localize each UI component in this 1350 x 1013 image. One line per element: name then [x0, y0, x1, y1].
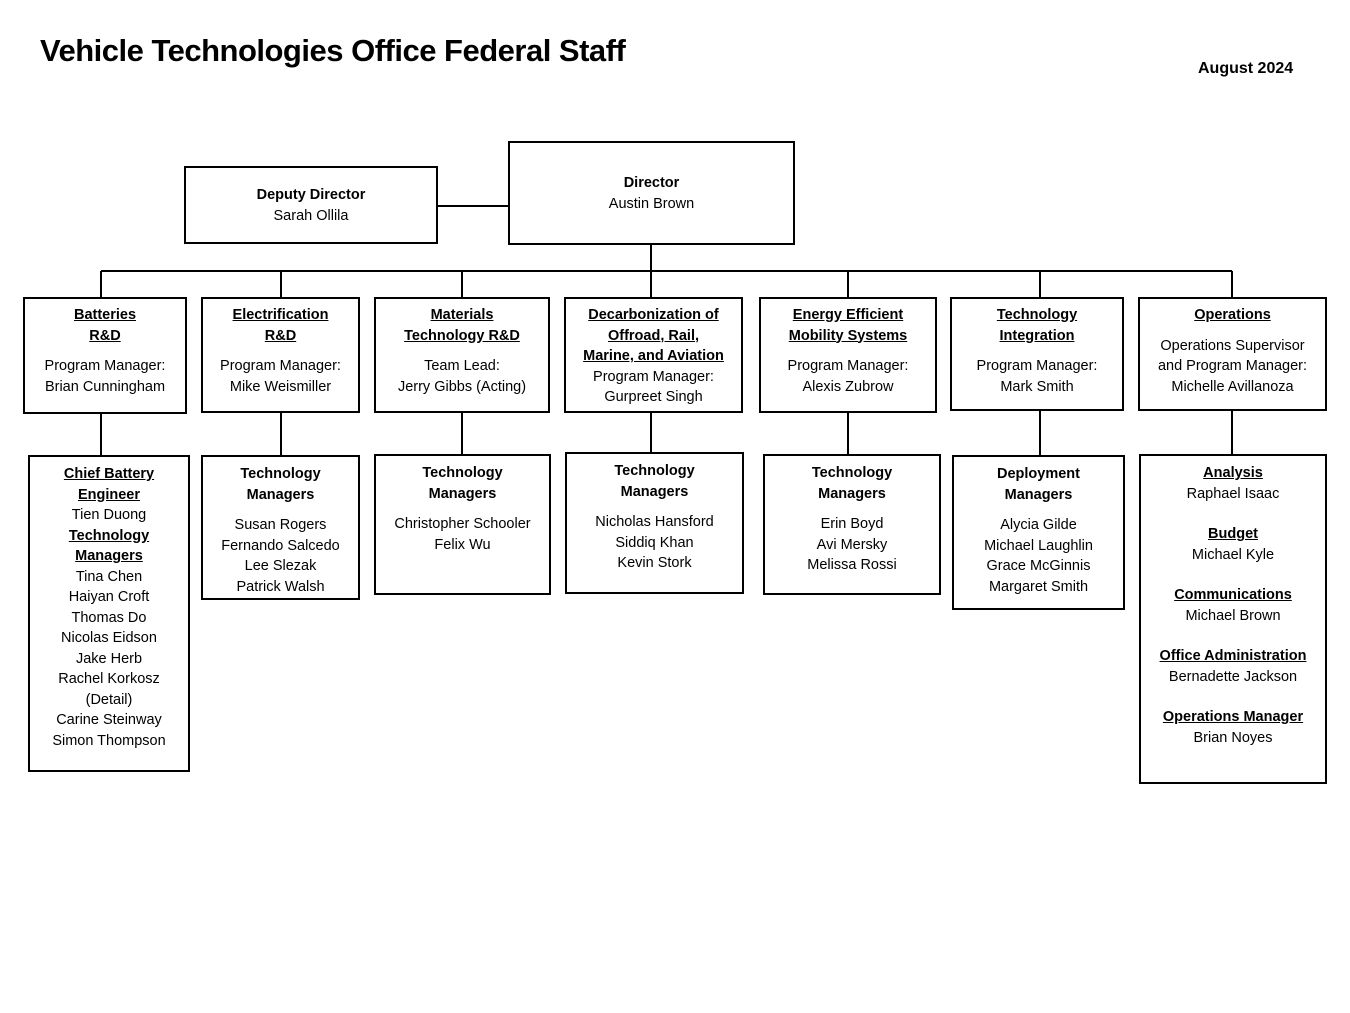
division-electrification: Electrification R&D Program Manager: Mike Weismiller: [201, 297, 360, 413]
energy-efficient-staff: Technology Managers Erin Boyd Avi Mersky Melissa Rossi: [763, 454, 941, 595]
list-item: Siddiq Khan: [615, 534, 694, 551]
list-item: Grace McGinnis: [986, 558, 1091, 574]
list-item: Carine Steinway: [56, 712, 162, 728]
list-item: Nicholas Hansford: [595, 514, 714, 530]
division-batteries: Batteries R&D Program Manager: Brian Cunningham: [23, 297, 187, 414]
deputy-name: Sarah Ollila: [273, 207, 349, 224]
energy-manager: Alexis Zubrow: [802, 378, 894, 395]
decarbonization-staff: Technology Managers Nicholas Hansford Siddiq Khan Kevin Stork: [565, 452, 744, 594]
list-item: Bernadette Jackson: [1168, 668, 1298, 685]
integration-staff: Deployment Managers Alycia Gilde Michael Laughlin Grace McGinnis Margaret Smith: [952, 455, 1125, 610]
deputy-title: Deputy Director: [256, 187, 366, 203]
list-item: Haiyan Croft: [68, 589, 150, 605]
list-item: Lee Slezak: [244, 558, 317, 574]
list-item: Michael Laughlin: [984, 537, 1093, 554]
list-item: Melissa Rossi: [807, 557, 897, 573]
list-item: Raphael Isaac: [1186, 485, 1280, 502]
deputy-director-box: [184, 166, 438, 244]
division-technology-integration: Technology Integration Program Manager: Mark Smith: [950, 297, 1124, 411]
list-item: Simon Thompson: [52, 732, 166, 749]
list-item: Susan Rogers: [234, 517, 327, 533]
list-item: Felix Wu: [434, 536, 491, 553]
materials-lead: Jerry Gibbs (Acting): [397, 378, 527, 395]
list-item: Fernando Salcedo: [221, 537, 340, 554]
integration-manager: Mark Smith: [1000, 378, 1074, 395]
list-item: Avi Mersky: [816, 536, 888, 553]
division-operations: Operations Operations Supervisor and Program Manager: Michelle Avillanoza: [1138, 297, 1327, 411]
electrification-staff: Technology Managers Susan Rogers Fernando Salcedo Lee Slezak Patrick Walsh: [201, 455, 360, 600]
list-item: Jake Herb: [75, 650, 143, 667]
batteries-manager: Brian Cunningham: [44, 378, 166, 395]
list-item: Michael Kyle: [1191, 546, 1275, 563]
list-item: Rachel Korkosz: [58, 671, 160, 687]
list-item: Alycia Gilde: [1000, 517, 1077, 533]
decarbonization-manager: Gurpreet Singh: [604, 389, 703, 405]
page-title: Vehicle Technologies Office Federal Staff: [40, 33, 626, 68]
list-item: Kevin Stork: [617, 555, 692, 571]
list-item: Erin Boyd: [820, 516, 884, 532]
director-title: Director: [623, 175, 680, 191]
list-item: Thomas Do: [71, 609, 147, 626]
list-item: Brian Noyes: [1193, 729, 1273, 746]
list-item: Nicolas Eidson: [61, 630, 157, 646]
materials-staff: Technology Managers Christopher Schooler Felix Wu: [374, 454, 551, 595]
list-item: Michael Brown: [1185, 607, 1281, 624]
division-energy-efficient: Energy Efficient Mobility Systems Program Manager: Alexis Zubrow: [759, 297, 937, 413]
list-item: Patrick Walsh: [236, 578, 325, 595]
division-materials: Materials Technology R&D Team Lead: Jerry Gibbs (Acting): [374, 297, 550, 413]
batteries-staff: Chief Battery Engineer Tien Duong Technology Managers Tina Chen Haiyan Croft Thomas Do Nicolas Eidson Jake Herb Rachel Korkosz (Detail) Carine Steinway Simon Thompson: [28, 455, 190, 772]
operations-manager: Michelle Avillanoza: [1171, 378, 1294, 395]
list-item: (Detail): [85, 691, 133, 708]
director-box: [508, 141, 795, 245]
date-label: August 2024: [1198, 60, 1294, 77]
electrification-manager: Mike Weismiller: [229, 378, 332, 395]
list-item: Christopher Schooler: [394, 516, 531, 532]
list-item: Tina Chen: [75, 568, 143, 585]
director-name: Austin Brown: [608, 195, 695, 212]
division-decarbonization: Decarbonization of Offroad, Rail, Marine, and Aviation Program Manager: Gurpreet Singh: [564, 297, 743, 413]
list-item: Margaret Smith: [988, 578, 1089, 595]
operations-staff: Analysis Raphael Isaac Budget Michael Kyle Communications Michael Brown Office Administration Bernadette Jackson Operations Manager Brian Noyes: [1139, 454, 1327, 784]
